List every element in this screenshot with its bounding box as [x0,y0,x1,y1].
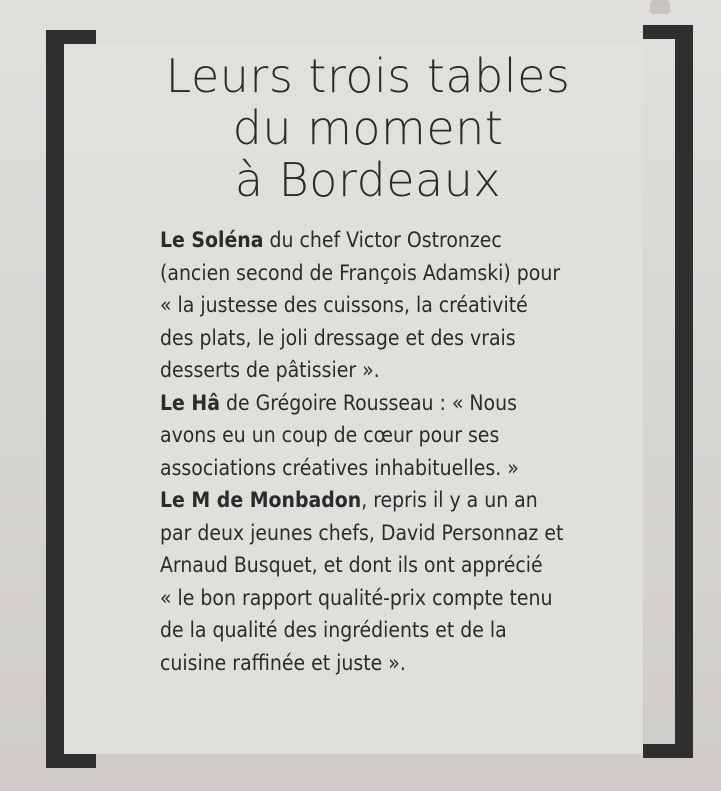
restaurant-text: , repris il y a un an [361,488,538,512]
left-bracket-decoration [46,30,96,768]
restaurant-text-line: associations créatives inhabituelles. » [160,455,519,480]
title-line: du moment [232,101,504,155]
restaurant-text-line: « la justesse des cuissons, la créativité [160,293,528,317]
restaurant-text-line: par deux jeunes chefs, David Personnaz et [160,520,564,545]
title-line: à Bordeaux [234,153,502,207]
restaurant-text-line: cuisine raffinée et juste ». [160,650,406,675]
restaurant-text: de Grégoire Rousseau : « Nous [220,390,517,415]
sidebar-title [118,50,618,206]
restaurant-text-line: « le bon rapport qualité-prix compte tenu [160,585,553,610]
restaurant-name: Le M de Monbadon [160,488,362,512]
title-line: Leurs trois tables [165,49,571,103]
background-article-text [120,0,721,32]
restaurant-text-line: (ancien second de François Adamski) pour [160,260,561,285]
sidebar-body [160,224,600,679]
right-bracket-decoration [643,25,693,758]
restaurant-entry-line [160,387,600,420]
restaurant-name: Le Hâ [160,390,220,415]
restaurant-text-line: Arnaud Busquet, et dont ils ont apprécié [160,553,543,577]
restaurant-text-line: des plats, le joli dressage et des vrais [160,325,516,350]
restaurant-text: du chef Victor Ostronzec [263,228,502,252]
restaurant-text-line: desserts de pâtissier ». [160,358,380,382]
restaurant-entry-line [160,224,600,257]
restaurant-text-line: avons eu un coup de cœur pour ses [160,423,500,447]
restaurant-name: Le Soléna [160,228,264,252]
restaurant-text-line: de la qualité des ingrédients et de la [160,618,507,642]
restaurant-entry-line [160,484,600,517]
